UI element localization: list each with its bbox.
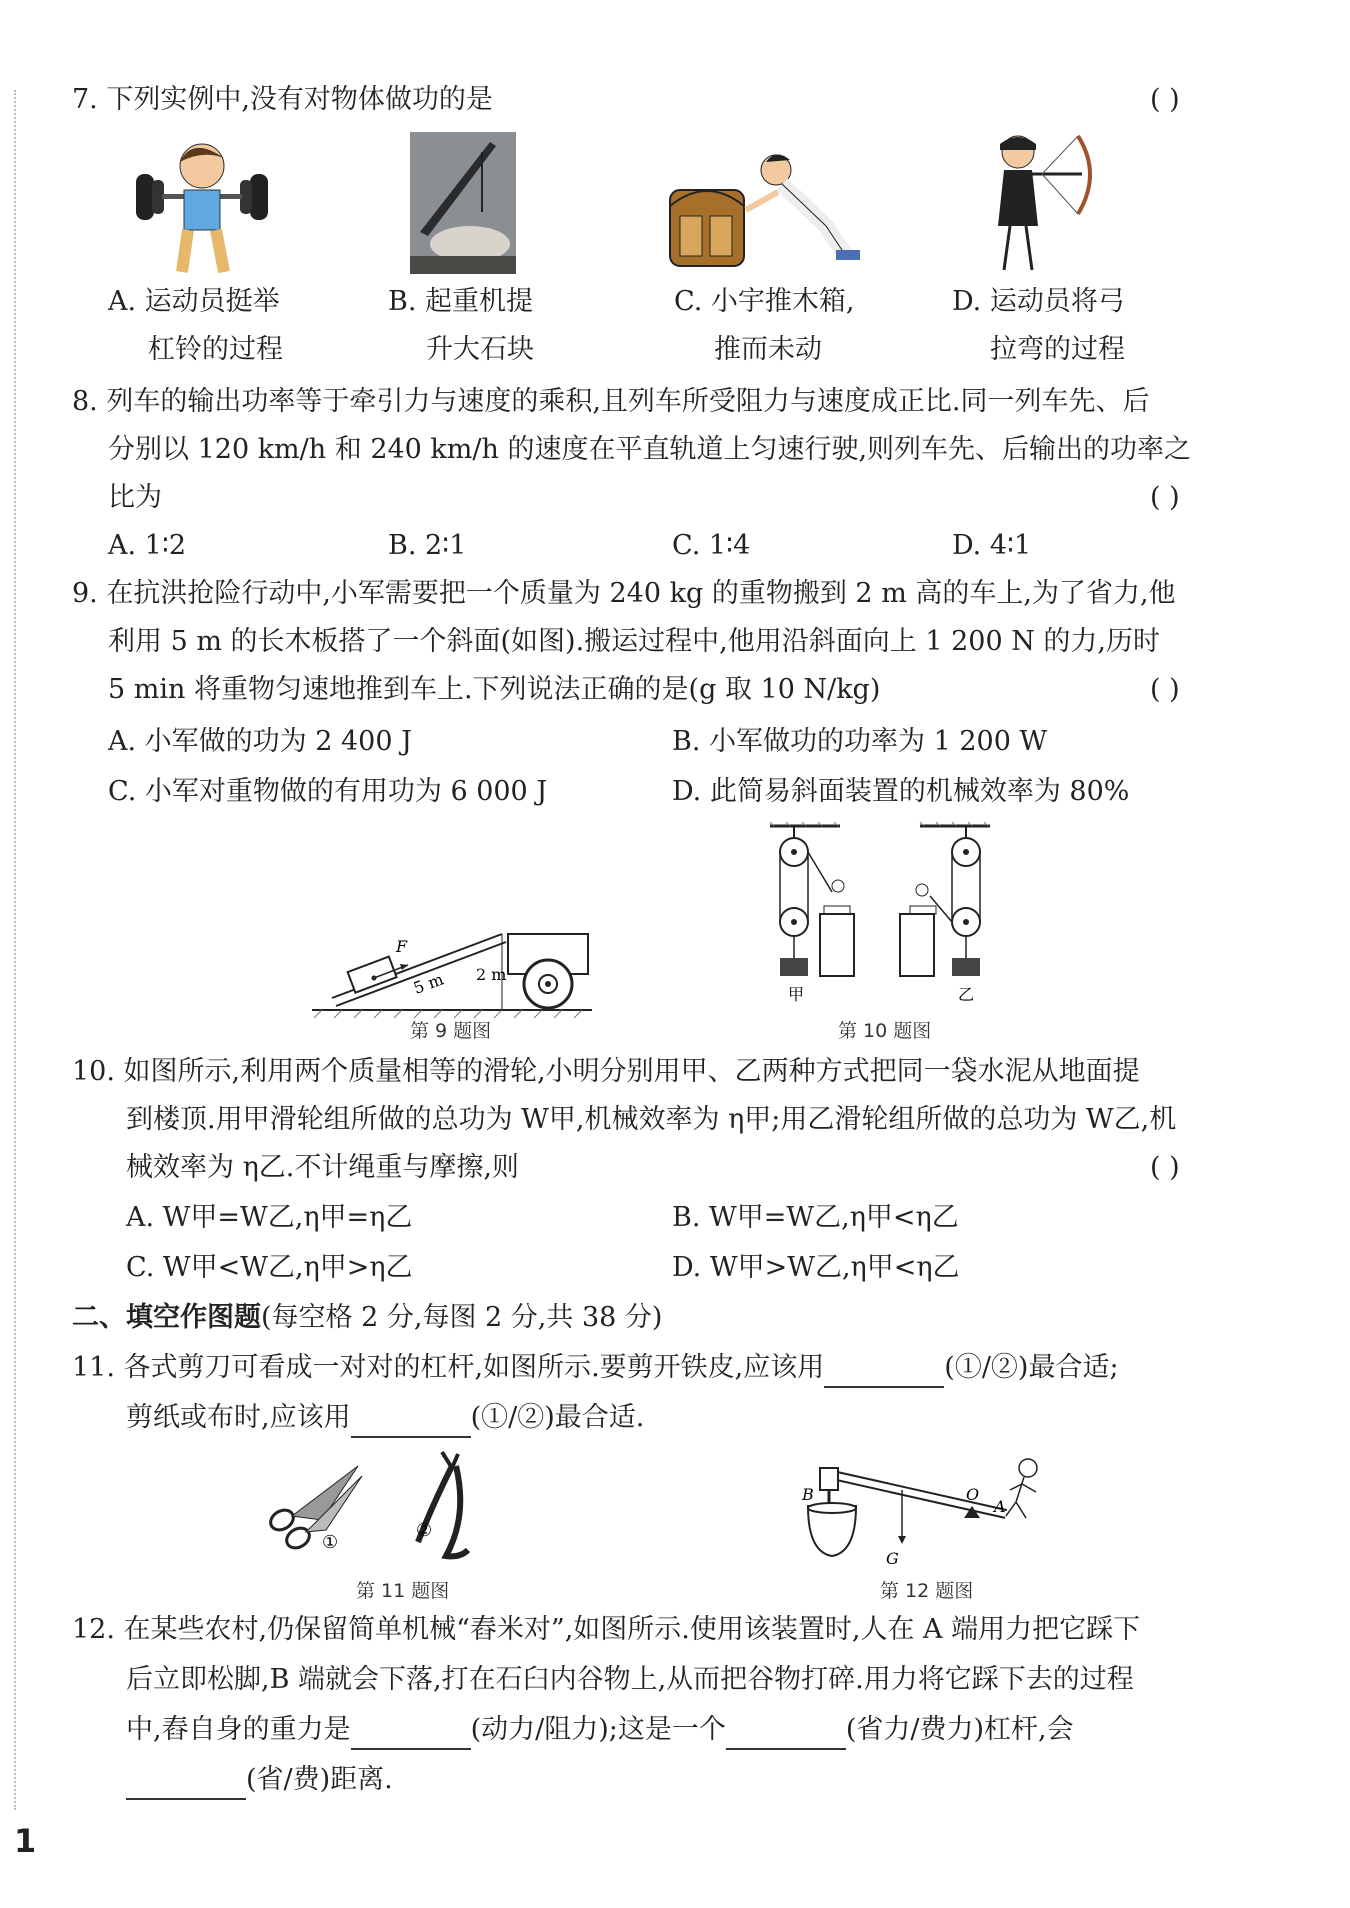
q10-line3: 械效率为 η乙.不计绳重与摩擦,则 [126,1152,519,1183]
q7-option-b-line2: 升大石块 [426,334,534,365]
q8-option-b: B. 2∶1 [388,530,467,561]
q12-line3-text-c: (省力/费力)杠杆,会 [845,1714,1074,1745]
figure-12-caption: 第 12 题图 [880,1580,974,1602]
fig9-label-length: 5 m [410,969,446,998]
q8-option-d: D. 4∶1 [952,530,1032,561]
fig12-label-o: O [966,1485,980,1504]
q8-line1: 8. 列车的输出功率等于牵引力与速度的乘积,且列车所受阻力与速度成正比.同一列车先、后 [72,386,1150,417]
figure-12-rice-pounder [798,1452,1068,1576]
figure-10-pulleys [760,822,1010,1012]
q10-option-c: C. W甲<W乙,η甲>η乙 [126,1252,413,1283]
figure-9-caption: 第 9 题图 [410,1020,492,1042]
q7-answer-paren: ( ) [1150,84,1180,115]
q11-line2-text-b: (①/②)最合适. [470,1402,645,1433]
fig11-label-2: ② [416,1520,433,1541]
q9-option-c: C. 小军对重物做的有用功为 6 000 J [108,776,548,807]
fig10-label-jia: 甲 [788,985,805,1004]
q9-line3: 5 min 将重物匀速地推到车上.下列说法正确的是(g 取 10 N/kg) [108,674,881,705]
q8-option-a: A. 1∶2 [108,530,187,561]
q12-blank-3[interactable] [126,1768,246,1800]
q11-line2 [126,1398,644,1438]
q10-line2: 到楼顶.用甲滑轮组所做的总功为 W甲,机械效率为 η甲;用乙滑轮组所做的总功为 W乙,机 [126,1104,1177,1135]
fig12-label-g: G [886,1549,899,1568]
q12-line2: 后立即松脚,B 端就会下落,打在石臼内谷物上,从而把谷物打碎.用力将它踩下去的过程 [126,1664,1134,1695]
q10-option-b: B. W甲=W乙,η甲<η乙 [672,1202,959,1233]
q9-option-d: D. 此简易斜面装置的机械效率为 80% [672,776,1130,807]
q7-option-c-line2: 推而未动 [714,334,822,365]
q12-line3-text-b: (动力/阻力);这是一个 [470,1714,726,1745]
crane-photo [410,132,516,274]
q7-option-d-line1: D. 运动员将弓 [952,286,1125,317]
figure-11-scissors [262,1446,522,1570]
q7-option-b-line1: B. 起重机提 [388,286,534,317]
q8-answer-paren: ( ) [1150,482,1180,513]
q11-blank-2[interactable] [351,1406,471,1438]
section-2-heading [72,1298,662,1338]
q12-blank-2[interactable] [726,1718,846,1750]
q8-line3: 比为 [108,482,162,513]
page-number: 1 [14,1822,37,1860]
figure-9-incline [312,920,602,1020]
fig9-label-f: F [396,937,408,956]
q12-line4-text-b: (省/费)距离. [246,1764,393,1795]
q10-option-d: D. W甲>W乙,η甲<η乙 [672,1252,960,1283]
q9-line2: 利用 5 m 的长木板搭了一个斜面(如图).搬运过程中,他用沿斜面向上 1 200 N 的力,历时 [108,626,1161,657]
q11-blank-1[interactable] [824,1356,944,1388]
q9-answer-paren: ( ) [1150,674,1180,705]
q9-option-b: B. 小军做功的功率为 1 200 W [672,726,1048,757]
fig10-label-yi: 乙 [958,985,975,1004]
q8-line2: 分别以 120 km/h 和 240 km/h 的速度在平直轨道上匀速行驶,则列车先、后输出的功率之 [108,434,1192,465]
q9-line1: 9. 在抗洪抢险行动中,小军需要把一个质量为 240 kg 的重物搬到 2 m 高的车上,为了省力,他 [72,578,1176,609]
q10-line1: 10. 如图所示,利用两个质量相等的滑轮,小明分别用甲、乙两种方式把同一袋水泥从地面提 [72,1056,1140,1087]
q12-line4 [126,1760,393,1800]
q7-option-a-line2: 杠铃的过程 [148,334,283,365]
q8-option-c: C. 1∶4 [672,530,751,561]
archer-illustration [982,130,1102,280]
q11-line1-text-a: 11. 各式剪刀可看成一对对的杠杆,如图所示.要剪开铁皮,应该用 [72,1352,825,1383]
section-2-title: 二、填空作图题 [72,1302,261,1333]
q7-option-c-line1: C. 小宇推木箱, [674,286,855,317]
fig12-label-a: A [994,1497,1006,1516]
q7-option-a-line1: A. 运动员挺举 [108,286,280,317]
q11-line1-text-b: (①/②)最合适; [944,1352,1119,1383]
q10-option-a: A. W甲=W乙,η甲=η乙 [126,1202,413,1233]
fig11-label-1: ① [322,1532,339,1553]
q9-option-a: A. 小军做的功为 2 400 J [108,726,412,757]
weightlifter-illustration [132,132,272,282]
fig12-label-b: B [802,1485,814,1504]
q10-answer-paren: ( ) [1150,1152,1180,1183]
q11-line1 [72,1348,1119,1388]
q7-option-d-line2: 拉弯的过程 [990,334,1125,365]
boy-pushing-box-illustration [666,146,886,274]
q12-line3 [126,1710,1074,1750]
figure-11-caption: 第 11 题图 [356,1580,450,1602]
q12-line1: 12. 在某些农村,仍保留简单机械“舂米对”,如图所示.使用该装置时,人在 A 端用力把它踩下 [72,1614,1141,1645]
q7-stem: 7. 下列实例中,没有对物体做功的是 [72,84,493,115]
q12-line3-text-a: 中,舂自身的重力是 [126,1714,351,1745]
figure-10-caption: 第 10 题图 [838,1020,932,1042]
fig9-label-height: 2 m [476,965,507,984]
q12-blank-1[interactable] [351,1718,471,1750]
q11-line2-text-a: 剪纸或布时,应该用 [126,1402,351,1433]
section-2-note: (每空格 2 分,每图 2 分,共 38 分) [261,1302,663,1333]
binding-margin [14,90,16,1810]
